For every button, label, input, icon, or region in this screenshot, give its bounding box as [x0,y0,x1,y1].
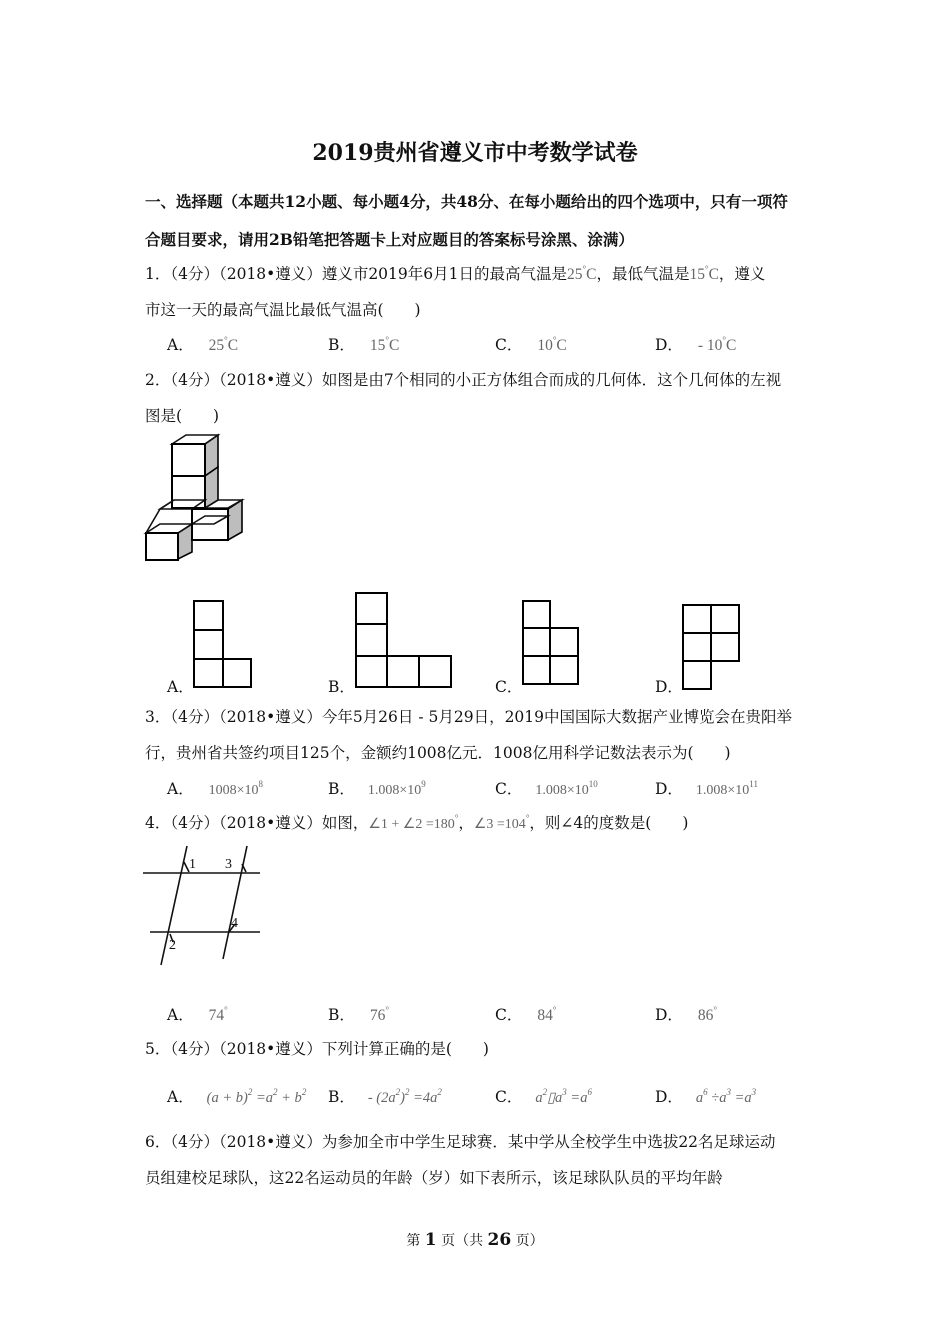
angle-label-2: 2 [169,938,176,953]
q5-option-b: B． - $(2a^2)^2 =4a^2$ [328,1087,442,1106]
q4-option-c: C． 84° [495,1005,557,1024]
angle-label-4: 4 [231,916,238,931]
q5-option-d: D． $a^6 \div a^3 =a^3$ [655,1087,757,1106]
q1-option-b: B． 15°C [328,335,400,354]
q2-line1: 2．（4分）（2018•遵义）如图是由7个相同的小正方体组合而成的几何体．这个几何体的左视 [145,371,782,389]
q1-option-d: D． - 10°C [655,335,737,354]
q2-option-a: A． [167,678,194,696]
q6-line1: 6．（4分）（2018•遵义）为参加全市中学生足球赛．某中学从全校学生中选拔22名足球运动 [145,1133,776,1151]
page-title: 2019贵州省遵义市中考数学试卷 [312,140,638,166]
q6-line2: 员组建校足球队，这22名运动员的年龄（岁）如下表所示，该足球队队员的平均年龄 [145,1169,723,1187]
section-header-line2: 合题目要求，请用2B铅笔把答题卡上对应题目的答案标号涂黑、涂满） [145,230,634,249]
angle-label-1: 1 [189,857,196,872]
q5-line: 5．（4分）（2018•遵义）下列计算正确的是( ) [145,1040,489,1058]
q2-option-d-figure [682,604,742,692]
q3-option-b: B． $1.008\times 10^9$ [328,779,426,798]
q2-option-c: C． [495,678,523,696]
q3-line2: 行，贵州省共签约项目125个，金额约1008亿元．1008亿用科学记数法表示为( ) [145,744,731,762]
q3-option-d: D． $1.008\times 10^{11}$ [655,779,758,798]
q4-line1: 4．（4分）（2018•遵义）如图，∠1 + ∠2 =180°，∠3 =104°，则∠4的度数是( ) [145,813,689,832]
q5-option-a: A． $(a + b)^2 =a^2 + b^2$ [167,1087,307,1106]
q2-option-c-figure [522,600,582,688]
q3-line1: 3．（4分）（2018•遵义）今年5月26日 - 5月29日，2019中国国际大数据产业博览会在贵阳举 [145,708,793,726]
q4-parallel-lines-figure [143,842,263,967]
q2-option-b-figure [355,592,453,690]
q3-option-c: C． $1.008\times 10^{10}$ [495,779,598,798]
q2-line2: 图是( ) [145,407,220,425]
q2-option-b: B． [328,678,355,696]
q5-option-c: C． $a^2▯a^3 =a^6$ [495,1087,592,1106]
current-page-number: 1 [424,1230,437,1250]
q4-option-a: A． 74° [167,1005,228,1024]
q2-option-a-figure [193,600,253,690]
q1-option-c: C． 10°C [495,335,567,354]
q1-line2: 市这一天的最高气温比最低气温高( ) [145,301,421,319]
q4-option-b: B． 76° [328,1005,389,1024]
q2-cube-figure [140,432,265,567]
total-page-number: 26 [487,1230,512,1250]
q3-option-a: A． $1008\times 10^8$ [167,779,264,798]
q1-option-a: A． 25°C [167,335,239,354]
angle-label-3: 3 [225,857,232,872]
page-footer: 第 1 页（共 26 页） [406,1230,544,1250]
q4-option-d: D． 86° [655,1005,717,1024]
q1-line1: 1．（4分）（2018•遵义）遵义市2019年6月1日的最高气温是25°C，最低气温是15°C，遵义 [145,264,766,283]
q2-option-d: D． [655,678,683,696]
section-header-line1: 一、选择题（本题共12小题、每小题4分，共48分、在每小题给出的四个选项中，只有一项符 [145,192,788,211]
